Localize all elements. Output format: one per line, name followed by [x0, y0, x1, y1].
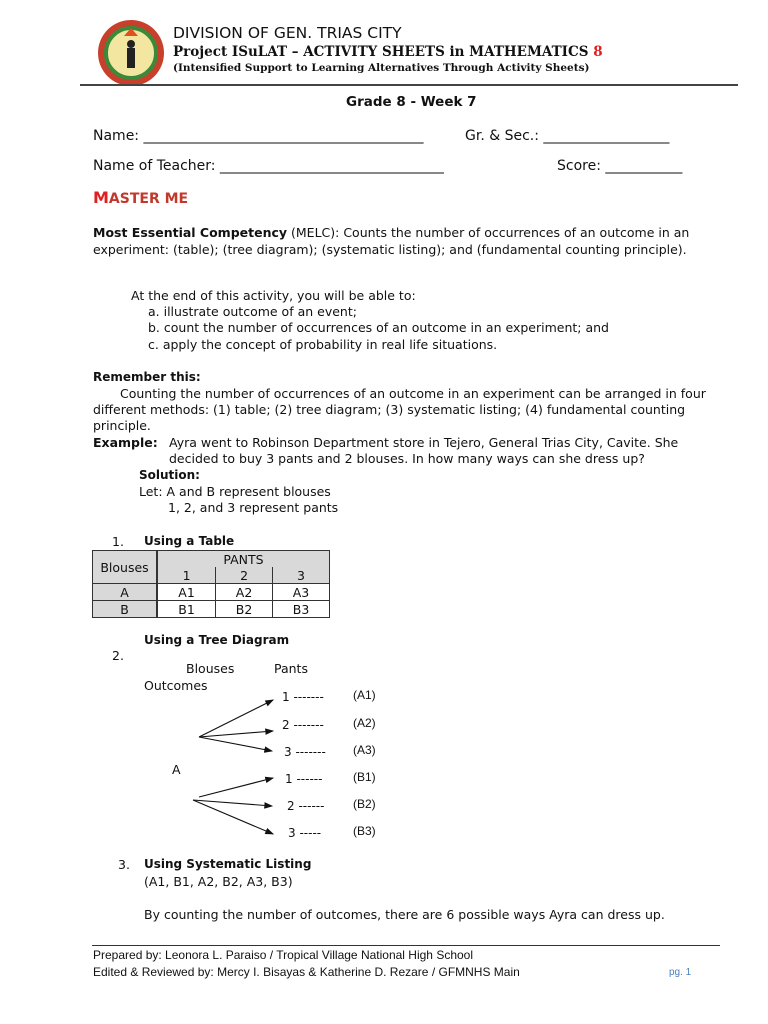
branch-pant: 3: [288, 826, 296, 840]
tree-branch: [287, 799, 324, 813]
branch-outcome: (B1): [353, 770, 376, 784]
example-line2: decided to buy 3 pants and 2 blouses. In how many ways can she dress up?: [169, 451, 645, 466]
branch-pant: 3: [284, 745, 292, 759]
branch-outcome: (A3): [353, 743, 376, 757]
table-cell: B3: [273, 601, 330, 618]
example-label: Example:: [93, 435, 158, 450]
branch-dash: ------: [296, 772, 323, 786]
branch-pant: 2: [287, 799, 295, 813]
tree-outcomes-label: Outcomes: [144, 678, 208, 693]
teacher-field[interactable]: Name of Teacher: ________________________________: [93, 158, 444, 174]
tree-branch-arrow: [199, 778, 273, 797]
melc-text: (MELC): Counts the number of occurrences of an outcome in an experiment: (table); (tree diagram); (systematic listing); and (fundamental counting principle).: [93, 225, 690, 257]
branch-outcome: (A1): [353, 688, 376, 702]
objective-item: b. count the number of occurrences of an outcome in an experiment; and: [148, 320, 609, 335]
conclusion: By counting the number of outcomes, there are 6 possible ways Ayra can dress up.: [144, 907, 665, 922]
section-field[interactable]: Gr. & Sec.: __________________: [465, 128, 670, 144]
project-title-text: Project ISuLAT – ACTIVITY SHEETS in MATHEMATICS: [173, 44, 594, 60]
branch-outcome: (B3): [353, 824, 376, 838]
table-col: 2: [216, 567, 273, 584]
table-col-header: PANTS: [157, 551, 330, 568]
table-row-header: Blouses: [93, 551, 158, 584]
edited-by: Edited & Reviewed by: Mercy I. Bisayas & Katherine D. Rezare / GFMNHS Main: [93, 965, 520, 979]
tree-branch: [284, 745, 326, 759]
tree-branch: [282, 690, 324, 704]
method2-number: 2.: [112, 648, 124, 663]
table-col: 3: [273, 567, 330, 584]
section-title-initial: M: [93, 188, 109, 207]
grade-number: 8: [593, 44, 603, 60]
week-label: Grade 8 - Week 7: [346, 94, 477, 110]
tree-blouses-label: Blouses: [186, 661, 235, 676]
table-cell: B1: [157, 601, 216, 618]
systematic-list: (A1, B1, A2, B2, A3, B3): [144, 874, 293, 889]
branch-dash: -------: [293, 690, 324, 704]
melc-label: Most Essential Competency: [93, 225, 288, 240]
tree-pants-label: Pants: [274, 661, 308, 676]
table-cell: A2: [216, 584, 273, 601]
let-line1: Let: A and B represent blouses: [139, 484, 331, 499]
section-title-rest: ASTER ME: [108, 191, 189, 207]
tree-branch: [285, 772, 322, 786]
branch-pant: 1: [285, 772, 293, 786]
branch-pant: 2: [282, 718, 290, 732]
method3-number: 3.: [118, 857, 130, 872]
method1-number: 1.: [112, 534, 124, 549]
branch-dash: -------: [295, 745, 326, 759]
branch-dash: -------: [293, 718, 324, 732]
tree-branch: [288, 826, 321, 840]
table-cell: A1: [157, 584, 216, 601]
tree-branch: [282, 718, 324, 732]
branch-pant: 1: [282, 690, 290, 704]
tree-branch-arrow: [199, 737, 272, 751]
page-number: pg. 1: [669, 967, 692, 978]
objective-item: a. illustrate outcome of an event;: [148, 304, 357, 319]
let-line2: 1, 2, and 3 represent pants: [168, 500, 339, 515]
branch-outcome: (A2): [353, 716, 376, 730]
prepared-by: Prepared by: Leonora L. Paraiso / Tropical Village National High School: [93, 948, 474, 962]
solution-label: Solution:: [139, 468, 200, 482]
division-title: DIVISION OF GEN. TRIAS CITY: [173, 24, 402, 42]
branch-outcome: (B2): [353, 797, 376, 811]
method2-title: Using a Tree Diagram: [144, 633, 290, 647]
remember-text: Counting the number of occurrences of an outcome in an experiment can be arranged in four different methods: (1) table; (2) tree diagram; (3) systematic listing; (4) fundamental counting principle.: [93, 386, 706, 433]
method1-title: Using a Table: [144, 534, 235, 548]
example-line1: Ayra went to Robinson Department store in Tejero, General Trias City, Cavite. She: [169, 435, 679, 450]
table-row-label: B: [93, 601, 158, 618]
score-field[interactable]: Score: ___________: [557, 158, 683, 174]
name-field[interactable]: Name: ________________________________________: [93, 128, 424, 144]
tree-root: A: [172, 762, 181, 777]
method3-title: Using Systematic Listing: [144, 857, 312, 871]
objective-item: c. apply the concept of probability in real life situations.: [148, 337, 498, 352]
remember-label: Remember this:: [93, 370, 201, 384]
table-cell: B2: [216, 601, 273, 618]
branch-dash: ------: [298, 799, 325, 813]
footer-divider: [92, 945, 720, 946]
objectives-intro: At the end of this activity, you will be able to:: [131, 288, 416, 303]
project-subtitle: (Intensified Support to Learning Alternatives Through Activity Sheets): [173, 62, 590, 74]
table-row-label: A: [93, 584, 158, 601]
table-cell: A3: [273, 584, 330, 601]
branch-dash: -----: [299, 826, 322, 840]
table-col: 1: [157, 567, 216, 584]
